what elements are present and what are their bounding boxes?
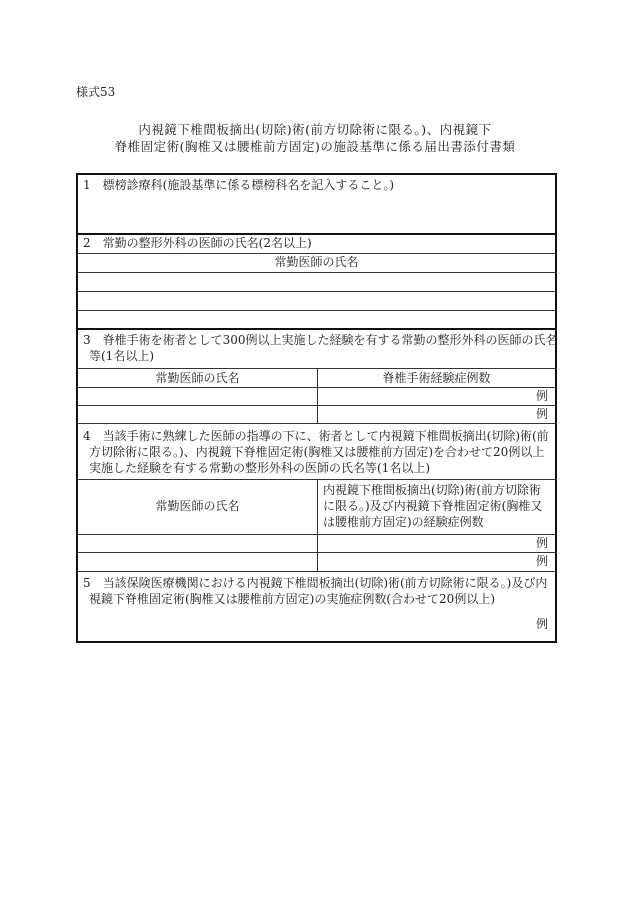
section4-label-line-3: 実施した経験を有する常勤の整形外科の医師の氏名等(1名以上) <box>89 461 431 475</box>
section4-name-cell-2[interactable] <box>78 553 317 570</box>
section2-column-header: 常勤医師の氏名 <box>274 255 359 269</box>
section4-header-count-line-1: 内視鏡下椎間板摘出(切除)術(前方切除術 <box>323 483 542 497</box>
section3-label-line-2: 等(1名以上) <box>89 349 154 363</box>
section3-label-line-1: 3 脊椎手術を術者として300例以上実施した経験を有する常勤の整形外科の医師の氏名 <box>83 333 558 347</box>
section2-name-row-1[interactable] <box>78 273 555 291</box>
section4-count-cell-1[interactable]: 例 <box>535 536 548 550</box>
section5-count-cell[interactable]: 例 <box>535 617 548 631</box>
section3-header-name: 常勤医師の氏名 <box>155 371 240 385</box>
section2-name-row-3[interactable] <box>78 311 555 328</box>
section4-name-cell-1[interactable] <box>78 535 317 552</box>
section4-header-name: 常勤医師の氏名 <box>155 499 240 513</box>
form-table <box>76 173 557 643</box>
document-title-line-2: 脊椎固定術(胸椎又は腰椎前方固定)の施設基準に係る届出書添付書類 <box>114 139 516 154</box>
form-number: 様式53 <box>76 85 116 99</box>
section4-header-count-line-2: に限る。)及び内視鏡下脊椎固定術(胸椎又 <box>323 499 543 513</box>
section2-name-row-2[interactable] <box>78 292 555 310</box>
section5-label-line-2: 視鏡下脊椎固定術(胸椎又は腰椎前方固定)の実施症例数(合わせて20例以上) <box>89 592 495 606</box>
document-title-line-1: 内視鏡下椎間板摘出(切除)術(前方切除術に限る。)、内視鏡下 <box>138 122 492 137</box>
section3-count-cell-1[interactable]: 例 <box>535 389 548 403</box>
section4-header-count-line-3: は腰椎前方固定)の経験症例数 <box>323 515 484 529</box>
section4-count-cell-2[interactable]: 例 <box>535 554 548 568</box>
section1-label: 1 標榜診療科(施設基準に係る標榜科名を記入すること。) <box>83 178 395 192</box>
section4-label-line-2: 方切除術に限る。)、内視鏡下脊椎固定術(胸椎又は腰椎前方固定)を合わせて20例以上 <box>89 445 545 459</box>
section3-header-count: 脊椎手術経験症例数 <box>382 371 491 385</box>
section3-name-cell-1[interactable] <box>78 388 317 405</box>
section2-label: 2 常勤の整形外科の医師の氏名(2名以上) <box>83 236 312 250</box>
section5-label-line-1: 5 当該保険医療機関における内視鏡下椎間板摘出(切除)術(前方切除術に限る。)及び内 <box>83 576 548 590</box>
section3-name-cell-2[interactable] <box>78 406 317 423</box>
section1-input-area[interactable] <box>78 195 555 233</box>
section4-label-line-1: 4 当該手術に熟練した医師の指導の下に、術者として内視鏡下椎間板摘出(切除)術(前 <box>83 429 549 443</box>
section3-count-cell-2[interactable]: 例 <box>535 407 548 421</box>
